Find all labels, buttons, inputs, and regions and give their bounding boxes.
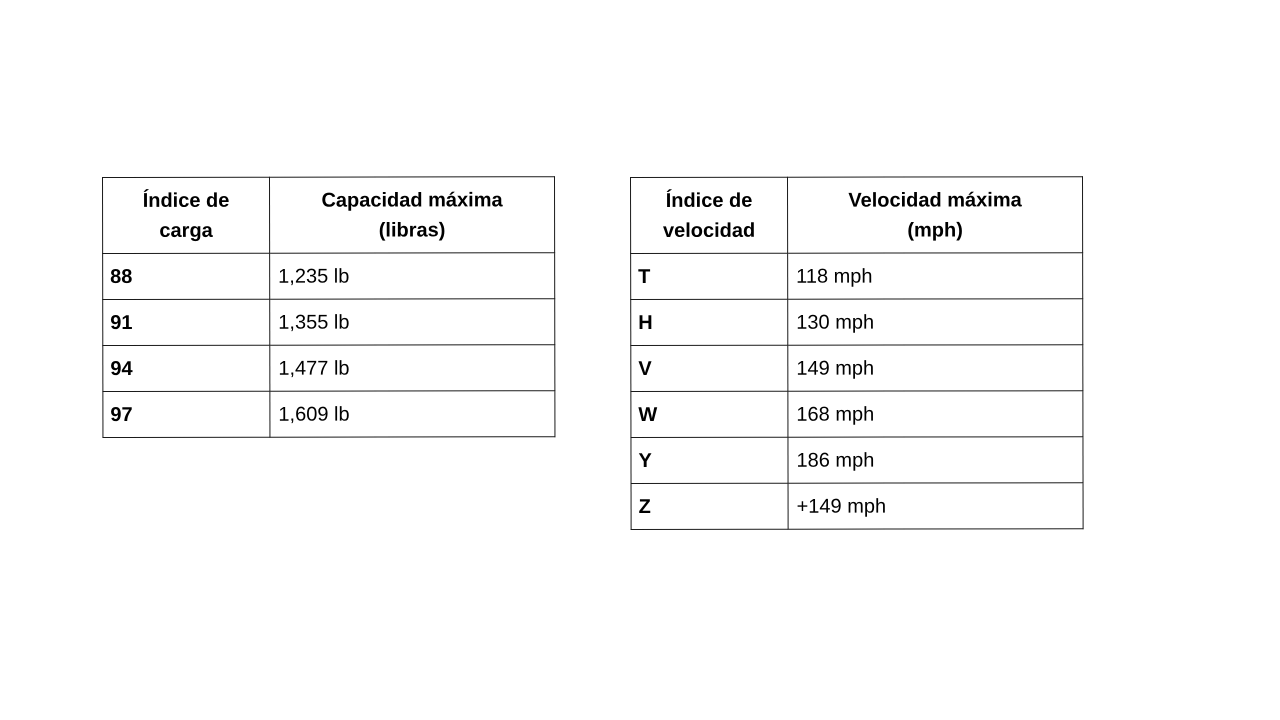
speed-index-cell: Y <box>631 437 788 483</box>
capacity-cell: 1,235 lb <box>270 253 555 299</box>
speed-index-cell: Z <box>631 483 788 529</box>
load-index-table <box>102 176 555 438</box>
capacity-cell: 1,609 lb <box>270 391 555 437</box>
header-speed-index <box>631 177 788 253</box>
speed-index-cell: T <box>631 253 788 299</box>
header-line: Velocidad máxima <box>848 188 1022 212</box>
speed-cell: 149 mph <box>788 345 1083 392</box>
speed-cell: 118 mph <box>788 253 1083 300</box>
table-row <box>103 299 555 346</box>
table-header-row <box>631 177 1083 254</box>
speed-index-cell: H <box>631 299 788 345</box>
speed-cell: 130 mph <box>788 299 1083 346</box>
table-row <box>631 345 1083 392</box>
load-index-cell: 88 <box>103 253 270 299</box>
header-line: velocidad <box>662 219 756 242</box>
header-line: Índice de <box>142 189 230 212</box>
speed-cell: +149 mph <box>788 483 1083 530</box>
table-row <box>631 483 1083 530</box>
speed-index-table <box>630 176 1084 530</box>
table-row <box>631 299 1083 346</box>
speed-index-cell: W <box>631 391 788 437</box>
table-row <box>631 391 1083 438</box>
speed-cell: 168 mph <box>788 391 1083 438</box>
capacity-cell: 1,477 lb <box>270 345 555 391</box>
header-max-capacity <box>270 177 555 253</box>
header-load-index <box>103 177 270 253</box>
header-line: Índice de <box>665 189 753 212</box>
load-index-cell: 97 <box>103 391 270 437</box>
table-row <box>631 253 1083 300</box>
header-line: (mph) <box>907 218 963 242</box>
header-max-speed <box>788 177 1083 254</box>
table-row <box>103 253 555 300</box>
header-line: (libras) <box>378 218 446 242</box>
table-row <box>631 437 1083 484</box>
header-line: carga <box>159 219 213 242</box>
speed-cell: 186 mph <box>788 437 1083 484</box>
load-index-cell: 91 <box>103 299 270 345</box>
header-line: Capacidad máxima <box>321 188 503 212</box>
table-row <box>103 345 555 392</box>
speed-index-cell: V <box>631 345 788 391</box>
table-header-row <box>103 177 555 254</box>
load-index-cell: 94 <box>103 345 270 391</box>
capacity-cell: 1,355 lb <box>270 299 555 345</box>
table-row <box>103 391 555 438</box>
